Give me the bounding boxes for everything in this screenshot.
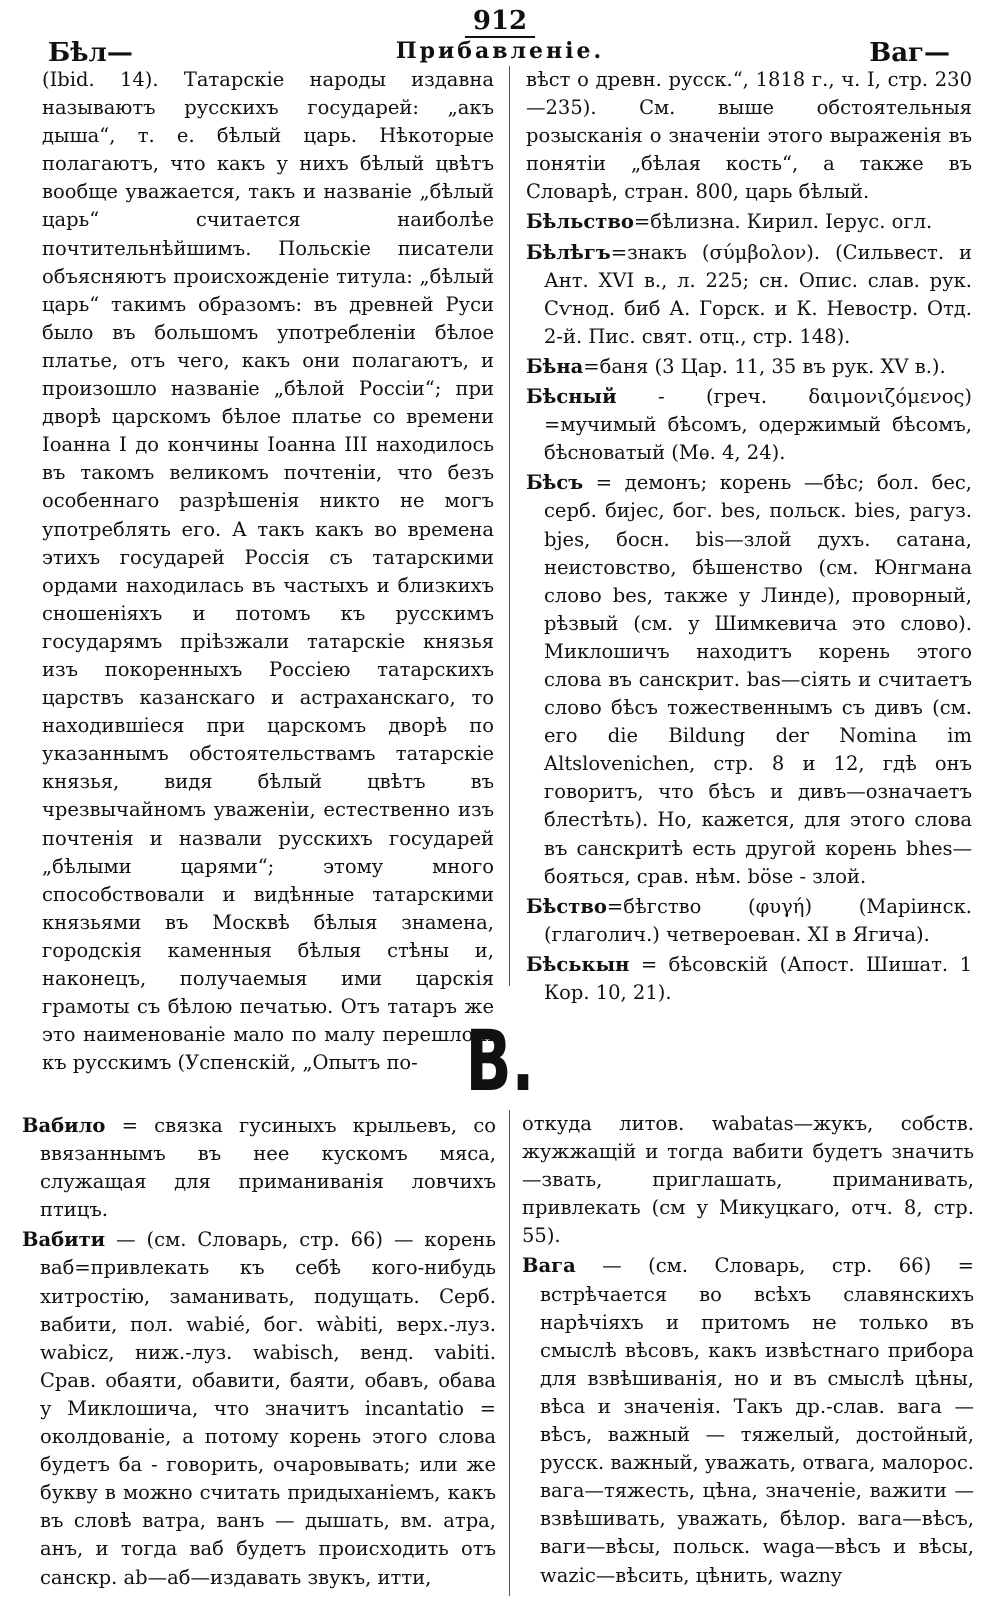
column-bottom-right: [522, 1110, 974, 1590]
paragraph: (Ibid. 14). Татарскіе народы издавна называютъ русскихъ государей: „акъ дыша“, т. е. бѣлый царь. Нѣкоторые полагаютъ, что какъ у нихъ бѣлый цвѣтъ вообще уважается, такъ и названіе „бѣлый царь“ считается наиболѣе почтительнѣйшимъ. Польскіе писатели объясняютъ происхожденіе титула: „бѣлый царь“ такимъ образомъ: въ древней Руси было въ большомъ употребленіи бѣлое платье, отъ чего, какъ они полагаютъ, и произошло названіе „бѣлой Россіи“; при дворѣ царскомъ бѣлое платье со времени Іоанна I до кончины Іоанна III находилось въ такомъ великомъ почтеніи, что безъ особеннаго разрѣшенія никто не могъ употреблять его. А такъ какъ во времена этихъ государей Россія съ татарскими ордами находилась въ частыхъ и близкихъ сношеніяхъ и потомъ къ русскимъ государямъ пріѣзжали татарскіе князья изъ покоренныхъ Россіею татарскихъ царствъ казанскаго и астраханскаго, то находившіеся при царскомъ дворѣ по указаннымъ обстоятельствамъ татарскіе князья, видя бѣлый цвѣтъ въ чрезвычайномъ уваженіи, естественно изъ почтенія и назвали русскихъ государей „бѣлыми царями“; этому много способствовали и видѣнные татарскими князьями въ Москвѣ бѣлыя знамена, городскія каменныя бѣлыя стѣны и, наконецъ, получаемыя ими царскія грамоты съ бѣлою печатью. Отъ татаръ же это наименованіе мало по малу перешло и къ русскимъ (Успенскій, „Опытъ по-: [42, 68, 494, 1075]
entry-text: =бѣгство (φυγή) (Маріинск. (глаголич.) четвероеван. XI в Ягича).: [544, 894, 972, 946]
entry-beleg: [526, 239, 972, 351]
headword: Бѣльство: [526, 210, 634, 234]
headword: Вага: [522, 1254, 576, 1278]
entry-text: = демонъ; корень —бѣс; бол. бес, серб. бијес, бог. bes, польск. bies, рагуз. bjes, босн. bis—злой духъ. сатана, неистовство, бѣшенство (см. Юнгмана слово bes, также у Линде), проворный, рѣзвый (см. у Шимкевича это слово). Миклошичъ находитъ корень этого слова въ санскрит. bas—сіять и считаетъ слово бѣсъ тожественнымъ съ дивъ (см. его die Bildung der Nomina im Altslovenichen, стр. 8 и 12, гдѣ онъ говоритъ, что бѣсъ и дивъ—означаетъ блестѣть). Но, кажется, для этого слова въ санскритѣ есть другой корень bhes—бояться, срав. нѣм. böse - злой.: [544, 471, 972, 888]
entry-vabilo: [22, 1112, 496, 1224]
column-divider-bottom: [509, 1110, 510, 1596]
entry-vaga: [522, 1252, 974, 1589]
column-divider-top: [509, 66, 510, 986]
headword: Бѣсъ: [526, 471, 584, 495]
entry-text: =баня (3 Цар. 11, 35 въ рук. XV в.).: [583, 354, 946, 378]
entry-besnyi: [526, 383, 972, 467]
column-top-right: [526, 66, 972, 1007]
column-bottom-left: [22, 1110, 496, 1592]
header-right-guide-word: Ваг—: [869, 38, 950, 68]
headword: Вабити: [22, 1228, 106, 1252]
column-top-left: [42, 66, 494, 1077]
section-letter: В.: [465, 1012, 535, 1110]
page-number: 912: [30, 6, 970, 36]
headword: Бѣлѣгъ: [526, 240, 611, 264]
entry-continuation: вѣст о древн. русск.“, 1818 г., ч. I, стр. 230—235). См. выше обстоятельныя розысканія о значеніи этого выраженія въ понятіи „бѣлая кость“, а также въ Словарѣ, стран. 800, царь бѣлый.: [526, 68, 972, 204]
headword: Бѣсный: [526, 385, 617, 409]
headword: Бѣство: [526, 894, 607, 918]
entry-text: - (греч. δαιμονιζόμενος) =мучимый бѣсомъ, одержимый бѣсомъ, бѣсноватый (Мѳ. 4, 24).: [544, 385, 972, 465]
header-section-title: Прибавленіе.: [395, 38, 605, 64]
entry-bes: [526, 469, 972, 890]
entry-text: =бѣлизна. Кирил. Іерус. огл.: [633, 210, 933, 234]
header-left-guide-word: Бѣл—: [48, 38, 133, 68]
entry-text: — (см. Словарь, стр. 66) = встрѣчается во всѣхъ славянскихъ нарѣчіяхъ и притомъ не только въ смыслѣ вѣсовъ, какъ извѣстнаго прибора для взвѣшиванія, но и въ смыслѣ цѣны, вѣса и значенія. Такъ др.-слав. вага — вѣсъ, важный — тяжелый, достойный, русск. важный, уважать, отвага, малорос. вага—тяжесть, цѣна, значеніе, важити — взвѣшивать, уважать, бѣлор. вага—вѣсъ, ваги—вѣсы, польск. waga—вѣсъ и вѣсы, wazic—вѣсить, цѣнить, wazny: [540, 1254, 974, 1587]
entry-text: =знакъ (σύμβολον). (Сильвест. и Ант. XVI в., л. 225; сн. Опис. слав. рук. Сѵнод. биб А. Горск. и К. Невостр. Отд. 2-й. Пис. свят. отц., стр. 148).: [544, 240, 972, 348]
entry-bestvo: [526, 893, 972, 949]
entry-text: — (см. Словарь, стр. 66) — корень ваб=привлекать къ себѣ кого-нибудь хитростію, заманивать, подущать. Серб. вабити, пол. wabié, бог. wàbiti, верх.-луз. wabicz, ниж.-луз. wabisch, венд. vabiti. Срав. обаяти, обавити, баяти, обавъ, обава у Миклошича, что значитъ incantatio = околдованіе, а потому корень этого слова будетъ ба - говорить, очаровывать; или же букву в можно считать придыханіемъ, какъ въ словѣ ватра, ванъ — дышать, вм. атра, анъ, и тогда ваб будетъ происходить отъ санскр. ab—аб—издавать звукъ, итти,: [40, 1228, 496, 1589]
entry-bena: [526, 353, 972, 381]
headword: Вабило: [22, 1114, 106, 1137]
headword: Бѣськын: [526, 952, 630, 976]
entry-beskyn: [526, 951, 972, 1007]
headword: Бѣна: [526, 354, 584, 378]
entry-belstvo: [526, 208, 972, 236]
entry-text: = связка гусиныхъ крыльевъ, со ввязаннымъ въ нее кускомъ мяса, служащая для приманиванія ловчихъ птицъ.: [40, 1114, 496, 1222]
entry-continuation: откуда литов. wabatas—жукъ, собств. жужжащій и тогда вабити будетъ значить—звать, приглашать, приманивать, привлекать (см у Микуцкаго, отч. 8, стр. 55).: [522, 1112, 974, 1248]
entry-text: = бѣсовскій (Апост. Шишат. 1 Кор. 10, 21).: [544, 952, 972, 1004]
entry-vabiti: [22, 1226, 496, 1591]
page-header: [30, 6, 970, 68]
